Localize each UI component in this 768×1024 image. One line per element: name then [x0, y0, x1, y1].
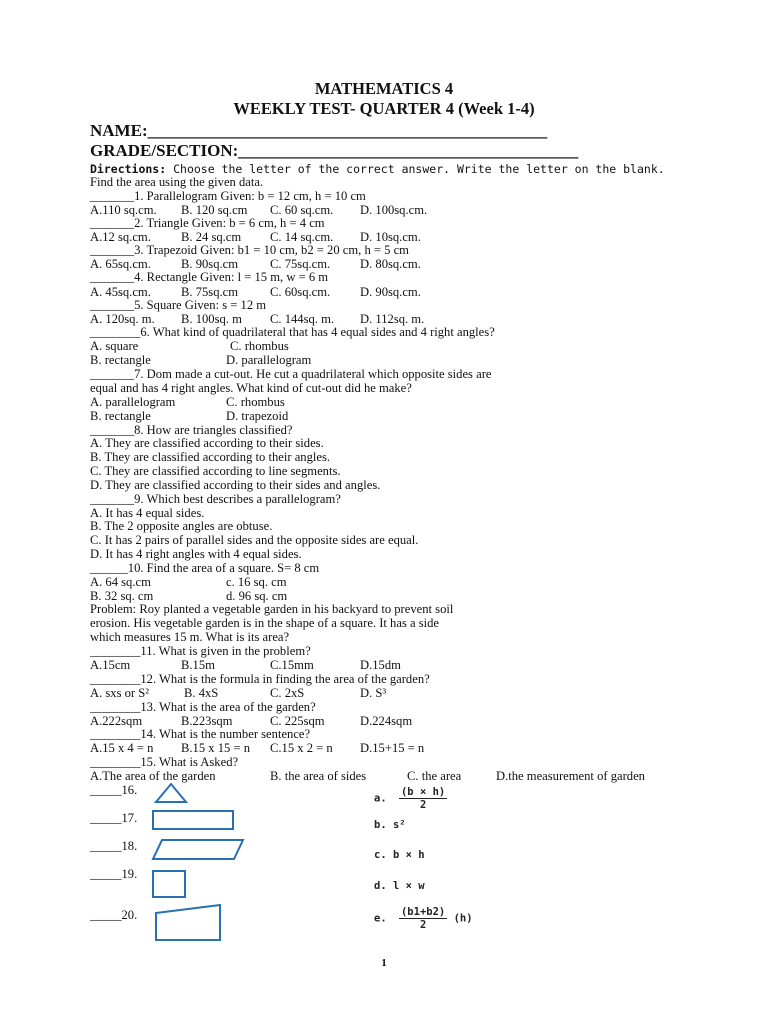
question-1: _______1. Parallelogram Given: b = 12 cm, h = 10 cm: [90, 189, 366, 203]
option: C. 2xS: [270, 686, 305, 700]
question-7: _______7. Dom made a cut-out. He cut a quadrilateral which opposite sides are: [90, 367, 492, 381]
option: B. 100sq. m: [181, 312, 242, 326]
option: c. 16 sq. cm: [226, 575, 287, 589]
fraction-numerator: (b1+b2): [400, 906, 446, 918]
option: A.222sqm: [90, 714, 143, 728]
option: A.12 sq.cm.: [90, 230, 151, 244]
option: C. 144sq. m.: [270, 312, 335, 326]
option: D.the measurement of garden: [496, 769, 645, 783]
option: B. 32 sq. cm: [90, 589, 154, 603]
option: B.15m: [181, 658, 215, 672]
option: B. rectangle: [90, 353, 151, 367]
fraction: [399, 786, 447, 811]
option: A.The area of the garden: [90, 769, 216, 783]
fraction: [399, 906, 447, 931]
fraction-numerator: (b × h): [400, 786, 446, 798]
option: B. rectangle: [90, 409, 151, 423]
question-14: ________14. What is the number sentence?: [90, 727, 311, 741]
option: A. parallelogram: [90, 395, 176, 409]
question-8: _______8. How are triangles classified?: [90, 423, 293, 437]
option: C. They are classified according to line segments.: [90, 464, 341, 478]
question-13: ________13. What is the area of the garden?: [90, 700, 316, 714]
formula-a-label: a.: [374, 792, 387, 805]
option: D. S³: [360, 686, 387, 700]
option: A. square: [90, 339, 139, 353]
grade-section-field-label: GRADE/SECTION:________________________________________: [90, 141, 579, 160]
problem-text-line: erosion. His vegetable garden is in the shape of a square. It has a side: [90, 616, 440, 630]
option: C. 60 sq.cm.: [270, 203, 334, 217]
square-shape: [153, 871, 185, 897]
option: C. rhombus: [226, 395, 285, 409]
option: B. 4xS: [184, 686, 219, 700]
option: A. 45sq.cm.: [90, 285, 151, 299]
question-15: ________15. What is Asked?: [90, 755, 239, 769]
directions-label: Directions:: [90, 162, 167, 176]
option: B. 75sq.cm: [181, 285, 239, 299]
option: A.110 sq.cm.: [90, 203, 157, 217]
option: A. It has 4 equal sides.: [90, 506, 205, 520]
question-6: ________6. What kind of quadrilateral that has 4 equal sides and 4 right angles?: [90, 325, 495, 339]
option: D. They are classified according to their sides and angles.: [90, 478, 381, 492]
fraction-denominator: 2: [419, 919, 427, 931]
option: B. 24 sq.cm: [181, 230, 242, 244]
option: B.15 x 15 = n: [181, 741, 251, 755]
page-title: MATHEMATICS 4: [314, 79, 454, 98]
question-20: _____20.: [90, 908, 138, 922]
option: C.15 x 2 = n: [270, 741, 333, 755]
question-4: _______4. Rectangle Given: l = 15 m, w = 6 m: [90, 270, 329, 284]
question-16: _____16.: [90, 783, 138, 797]
formula-a: [374, 786, 447, 811]
option: C. 60sq.cm.: [270, 285, 331, 299]
question-12: ________12. What is the formula in finding the area of the garden?: [90, 672, 430, 686]
triangle-shape: [156, 784, 186, 802]
option: D. It has 4 right angles with 4 equal sides.: [90, 547, 302, 561]
formula-b: b. s²: [374, 819, 406, 831]
option: C. It has 2 pairs of parallel sides and the opposite sides are equal.: [90, 533, 419, 547]
option: A. They are classified according to their sides.: [90, 436, 324, 450]
problem-text-line: Problem: Roy planted a vegetable garden in his backyard to prevent soil: [90, 602, 454, 616]
question-9: _______9. Which best describes a parallelogram?: [90, 492, 341, 506]
find-area-instruction: Find the area using the given data.: [90, 175, 264, 189]
option: B. 120 sq.cm: [181, 203, 248, 217]
option: B. The 2 opposite angles are obtuse.: [90, 519, 273, 533]
option: A. 65sq.cm.: [90, 257, 151, 271]
question-7-cont: equal and has 4 right angles. What kind of cut-out did he make?: [90, 381, 412, 395]
formula-c: c. b × h: [374, 849, 425, 861]
option: D. parallelogram: [226, 353, 312, 367]
option: A. 120sq. m.: [90, 312, 155, 326]
option: C. the area: [407, 769, 462, 783]
option: D. trapezoid: [226, 409, 289, 423]
question-11: ________11. What is given in the problem?: [90, 644, 311, 658]
option: A. 64 sq.cm: [90, 575, 151, 589]
question-3: _______3. Trapezoid Given: b1 = 10 cm, b2 = 20 cm, h = 5 cm: [90, 243, 409, 257]
option: D. 10sq.cm.: [360, 230, 421, 244]
option: B. They are classified according to their angles.: [90, 450, 331, 464]
question-18: _____18.: [90, 839, 138, 853]
option: C. 225sqm: [270, 714, 325, 728]
page-subtitle: WEEKLY TEST- QUARTER 4 (Week 1-4): [233, 99, 535, 118]
option: C. rhombus: [230, 339, 289, 353]
option: A.15cm: [90, 658, 131, 672]
option: D. 112sq. m.: [360, 312, 425, 326]
option: D.15dm: [360, 658, 401, 672]
fraction-denominator: 2: [419, 799, 427, 811]
option: D.15+15 = n: [360, 741, 425, 755]
question-10: ______10. Find the area of a square. S= 8 cm: [90, 561, 320, 575]
option: B. 90sq.cm: [181, 257, 239, 271]
problem-text-line: which measures 15 m. What is its area?: [90, 630, 290, 644]
formula-d: d. l × w: [374, 880, 425, 892]
option: D. 90sq.cm.: [360, 285, 421, 299]
option: B. the area of sides: [270, 769, 367, 783]
page-number: 1: [381, 957, 387, 969]
parallelogram-shape: [153, 840, 243, 859]
question-5: _______5. Square Given: s = 12 m: [90, 298, 267, 312]
question-2: _______2. Triangle Given: b = 6 cm, h = 4 cm: [90, 216, 325, 230]
directions-text: Choose the letter of the correct answer. Write the letter on the blank.: [166, 162, 665, 176]
name-field-label: NAME:_______________________________________________: [90, 121, 548, 140]
rectangle-shape: [153, 811, 233, 829]
formula-e-label: e.: [374, 912, 387, 925]
trapezoid-shape: [156, 905, 220, 940]
option: D. 100sq.cm.: [360, 203, 428, 217]
formula-e-tail: (h): [453, 912, 473, 925]
option: A. sxs or S²: [90, 686, 150, 700]
question-19: _____19.: [90, 867, 138, 881]
option: A.15 x 4 = n: [90, 741, 154, 755]
option: B.223sqm: [181, 714, 233, 728]
option: C. 75sq.cm.: [270, 257, 331, 271]
option: D. 80sq.cm.: [360, 257, 421, 271]
option: d. 96 sq. cm: [226, 589, 288, 603]
option: C. 14 sq.cm.: [270, 230, 334, 244]
option: D.224sqm: [360, 714, 413, 728]
question-17: _____17.: [90, 811, 138, 825]
option: C.15mm: [270, 658, 314, 672]
formula-e: [374, 906, 473, 931]
